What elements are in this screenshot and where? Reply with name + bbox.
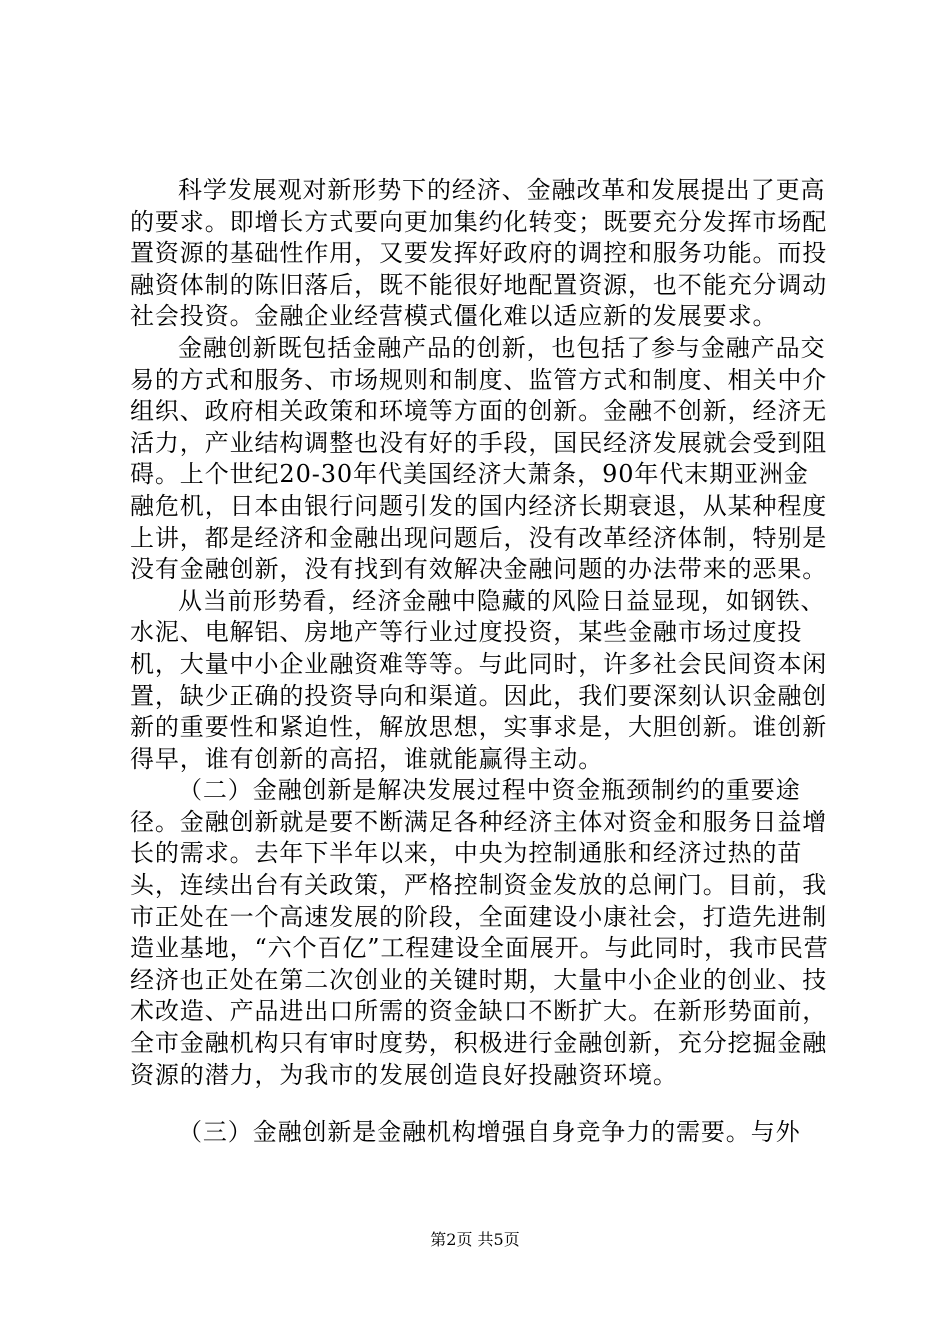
paragraph-financial-innovation-scope: 金融创新既包括金融产品的创新，也包括了参与金融产品交易的方式和服务、市场规则和制度、监管方式和制度、相关中介组织、政府相关政策和环境等方面的创新。金融不创新，经济无活力，产业结构调整也没有好的手段，国民经济发展就会受到阻碍。上个世纪20-30年代美国经济大萧条，90年代末期亚洲金融危机，日本由银行问题引发的国内经济长期衰退，从某种程度上讲，都是经济和金融出现问题后，没有改革经济体制，特别是没有金融创新，没有找到有效解决金融问题的办法带来的恶果。	[130, 333, 828, 584]
paragraph-current-situation: 从当前形势看，经济金融中隐藏的风险日益显现，如钢铁、水泥、电解铝、房地产等行业过度投资，某些金融市场过度投机，大量中小企业融资难等等。与此同时，许多社会民间资本闲置，缺少正确的投资导向和渠道。因此，我们要深刻认识金融创新的重要性和紧迫性，解放思想，实事求是，大胆创新。谁创新得早，谁有创新的高招，谁就能赢得主动。	[130, 586, 828, 773]
paragraph-scientific-development: 科学发展观对新形势下的经济、金融改革和发展提出了更高的要求。即增长方式要向更加集约化转变；既要充分发挥市场配置资源的基础性作用，又要发挥好政府的调控和服务功能。而投融资体制的陈旧落后，既不能很好地配置资源，也不能充分调动社会投资。金融企业经营模式僵化难以适应新的发展要求。	[130, 176, 828, 331]
paragraph-section-three: （三）金融创新是金融机构增强自身竞争力的需要。与外	[178, 1118, 801, 1147]
document-body	[130, 175, 830, 1149]
paragraph-section-two: （二）金融创新是解决发展过程中资金瓶颈制约的重要途径。金融创新就是要不断满足各种经济主体对资金和服务日益增长的需求。去年下半年以来，中央为控制通胀和经济过热的苗头，连续出台有关政策，严格控制资金发放的总闸门。目前，我市正处在一个高速发展的阶段，全面建设小康社会，打造先进制造业基地，“六个百亿”工程建设全面展开。与此同时，我市民营经济也正处在第二次创业的关键时期，大量中小企业的创业、技术改造、产品进出口所需的资金缺口不断扩大。在新形势面前，全市金融机构只有审时度势，积极进行金融创新，充分挖掘金融资源的潜力，为我市的发展创造良好投融资环境。	[130, 776, 829, 1089]
page-number-footer: 第2页 共5页	[430, 1230, 520, 1249]
